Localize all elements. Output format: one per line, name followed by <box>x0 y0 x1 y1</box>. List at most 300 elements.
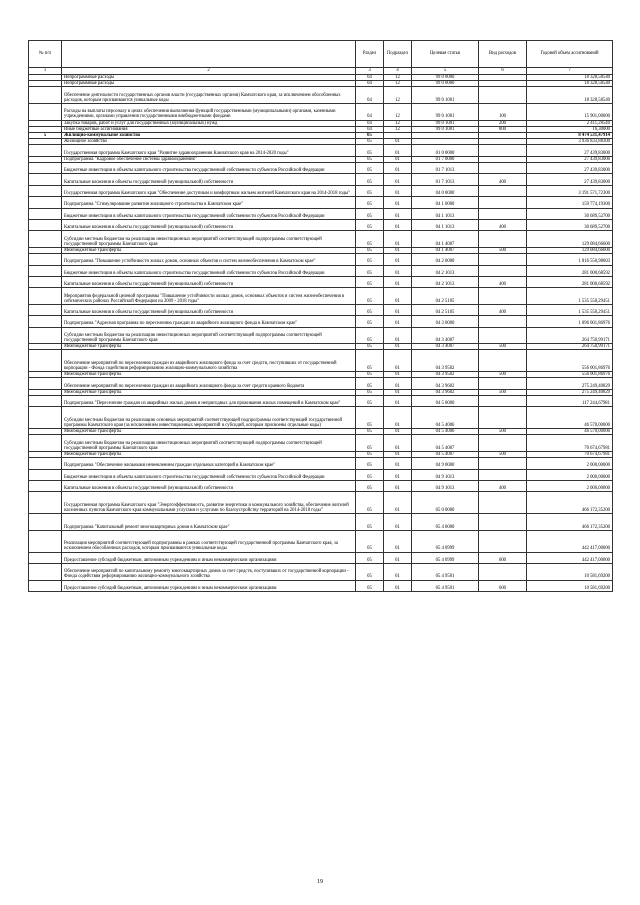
table-row <box>29 265 613 276</box>
table-row <box>29 564 613 581</box>
header-article: Целевая статья <box>412 41 479 68</box>
row-subsection: 01 <box>384 265 412 276</box>
row-num <box>29 208 62 219</box>
row-amount: 3 191 571,72300 <box>527 185 613 196</box>
row-num <box>29 407 62 429</box>
row-section: 05 <box>356 564 384 581</box>
table-row <box>29 197 613 208</box>
row-section: 05 <box>356 139 384 145</box>
row-amount: 30 689,52700 <box>527 219 613 230</box>
row-num <box>29 552 62 563</box>
row-subsection: 01 <box>384 197 412 208</box>
column-number-row <box>29 68 613 75</box>
row-expense-type <box>479 327 527 344</box>
row-subsection: 01 <box>384 327 412 344</box>
row-subsection: 01 <box>384 344 412 350</box>
row-name: Бюджетные инвестиции в объекты капитального строительства государственной собственности субъектов Российской Федерации <box>62 163 356 174</box>
row-subsection: 01 <box>384 174 412 185</box>
row-expense-type: 500 <box>479 247 527 253</box>
row-amount: 70 674,67981 <box>527 452 613 458</box>
header-subsection: Подраздел <box>384 41 412 68</box>
row-subsection: 01 <box>384 156 412 162</box>
row-section: 04 <box>356 104 384 121</box>
row-expense-type <box>479 514 527 531</box>
row-subsection: 01 <box>384 276 412 287</box>
row-article: 04 0 0000 <box>412 185 479 196</box>
table-row <box>29 481 613 492</box>
row-num <box>29 163 62 174</box>
row-article: 04 5 4007 <box>412 435 479 452</box>
row-subsection: 01 <box>384 492 412 514</box>
row-section: 05 <box>356 458 384 469</box>
row-name: Межбюджетные трансферты <box>62 389 356 395</box>
row-amount: 442 417,00000 <box>527 552 613 563</box>
row-section: 05 <box>356 304 384 315</box>
row-article: 04 1 1013 <box>412 208 479 219</box>
row-article: 04 1 4007 <box>412 247 479 253</box>
row-name: Подпрограмма "Обеспечение жильными нечеевлением граждан отдельных категорий в Камчатском крае" <box>62 458 356 469</box>
row-article: 04 3 9502 <box>412 372 479 378</box>
row-section: 05 <box>356 288 384 305</box>
row-section: 05 <box>356 435 384 452</box>
table-row <box>29 327 613 344</box>
row-article: 05 4 0999 <box>412 552 479 563</box>
row-subsection: 01 <box>384 316 412 327</box>
table-header-row <box>29 41 613 68</box>
row-section: 05 <box>356 372 384 378</box>
row-num <box>29 304 62 315</box>
row-name: Обеспечение мероприятий по переселению граждан из аварийного жилищного фонда за счет средств, поступивших от государственной корпорации - Фонда содействия реформированию жилищно-коммунального хозяйства <box>62 350 356 372</box>
row-amount: 442 417,00000 <box>527 530 613 552</box>
row-expense-type <box>479 208 527 219</box>
row-amount: 16,30000 <box>527 126 613 132</box>
row-amount: 46 570,00000 <box>527 407 613 429</box>
row-name: Капитальные вложения в объекты государственной (муниципальной) собственности <box>62 481 356 492</box>
row-name: Подпрограмма "Повышение устойчивости жилых домов, основных объектов и систем жизнеобеспечения в Камчатском крае" <box>62 254 356 265</box>
table-row <box>29 396 613 407</box>
row-subsection: 01 <box>384 288 412 305</box>
row-expense-type <box>479 492 527 514</box>
row-amount: 27 439,83000 <box>527 156 613 162</box>
row-article: 04 1 0000 <box>412 197 479 208</box>
row-article: 04 9 1013 <box>412 481 479 492</box>
table-row <box>29 163 613 174</box>
row-expense-type: 600 <box>479 552 527 563</box>
row-expense-type <box>479 265 527 276</box>
row-section: 05 <box>356 344 384 350</box>
row-subsection: 01 <box>384 185 412 196</box>
row-section: 05 <box>356 350 384 372</box>
row-article: 04 2 1013 <box>412 276 479 287</box>
row-subsection: 01 <box>384 481 412 492</box>
row-name: Подпрограмма "Переселение граждан из аварийных жилых домов и непригодных для проживания жилых помещений в Камчатском крае" <box>62 396 356 407</box>
row-num <box>29 276 62 287</box>
row-num <box>29 288 62 305</box>
row-subsection: 01 <box>384 163 412 174</box>
table-row <box>29 231 613 248</box>
row-name: Межбюджетные трансферты <box>62 372 356 378</box>
row-article: 04 5 0000 <box>412 396 479 407</box>
row-article: 99 0 1001 <box>412 87 479 104</box>
row-amount: 2 000,00000 <box>527 481 613 492</box>
row-amount: 159 774,19300 <box>527 197 613 208</box>
row-name: Подпрограмма "Адресная программа по переселению граждан из аварийного жилищного фонда в Камчатском крае" <box>62 316 356 327</box>
row-name: Бюджетные инвестиции в объекты капитального строительства государственной собственности субъектов Российской Федерации <box>62 265 356 276</box>
row-article: 05 4 9501 <box>412 564 479 581</box>
row-amount: 27 439,83000 <box>527 174 613 185</box>
row-article: 01 7 1013 <box>412 163 479 174</box>
row-amount: 264 750,99171 <box>527 344 613 350</box>
row-subsection: 01 <box>384 407 412 429</box>
row-section: 05 <box>356 514 384 531</box>
row-amount: 8 474 531,47914 <box>527 133 613 139</box>
row-num: 5 <box>29 133 62 139</box>
table-row <box>29 174 613 185</box>
row-article: 99 0 1001 <box>412 126 479 132</box>
row-name: Обеспечение мероприятий по капитальному ремонту многоквартирных домов за счет средств, поступивших от государственной корпорации - Фонда содействия реформированию жилищно-коммунального хозяйства <box>62 564 356 581</box>
row-section: 05 <box>356 530 384 552</box>
row-article: 99 0 1001 <box>412 120 479 126</box>
table-row <box>29 304 613 315</box>
row-amount: 18 328,58540 <box>527 81 613 87</box>
row-name: Подпрограмма "Капитальный ремонт многоквартирных домов в Камчатском крае" <box>62 514 356 531</box>
row-expense-type <box>479 231 527 248</box>
row-amount: 15 901,00000 <box>527 104 613 121</box>
table-row <box>29 145 613 156</box>
row-amount: 466 172,35200 <box>527 514 613 531</box>
row-num <box>29 458 62 469</box>
row-section: 05 <box>356 185 384 196</box>
table-row <box>29 492 613 514</box>
row-section: 05 <box>356 208 384 219</box>
row-name: Межбюджетные трансферты <box>62 429 356 435</box>
row-article: 99 0 0000 <box>412 81 479 87</box>
header-num: № п/п <box>29 41 62 68</box>
row-section: 05 <box>356 145 384 156</box>
row-article: 05 4 0999 <box>412 530 479 552</box>
row-subsection: 01 <box>384 231 412 248</box>
page-number: 19 <box>317 879 323 885</box>
row-article: 05 0 0000 <box>412 492 479 514</box>
row-amount: 275 249,40829 <box>527 378 613 389</box>
row-section: 05 <box>356 197 384 208</box>
row-subsection: 01 <box>384 139 412 145</box>
row-article: 01 7 1013 <box>412 174 479 185</box>
row-section: 05 <box>356 389 384 395</box>
row-subsection: 01 <box>384 514 412 531</box>
row-section: 05 <box>356 327 384 344</box>
row-article: 04 3 9602 <box>412 389 479 395</box>
colnum-1: 1 <box>29 68 62 75</box>
row-name: Капитальные вложения в объекты государственной (муниципальной) собственности <box>62 276 356 287</box>
row-expense-type: 500 <box>479 452 527 458</box>
row-section: 05 <box>356 407 384 429</box>
row-subsection: 01 <box>384 435 412 452</box>
row-expense-type <box>479 530 527 552</box>
row-name: Межбюджетные трансферты <box>62 452 356 458</box>
table-row <box>29 552 613 563</box>
row-name: Капитальные вложения в объекты государственной (муниципальной) собственности <box>62 174 356 185</box>
row-subsection: 01 <box>384 564 412 581</box>
row-num <box>29 327 62 344</box>
row-num <box>29 492 62 514</box>
colnum-5: 5 <box>412 68 479 75</box>
row-subsection: 01 <box>384 304 412 315</box>
header-expense-type: Вид расходов <box>479 41 527 68</box>
table-row <box>29 378 613 389</box>
row-article: 04 2 5105 <box>412 304 479 315</box>
row-name: Обеспечение мероприятий по переселению граждан из аварийного жилищного фонда за счет средств краевого бюджета <box>62 378 356 389</box>
colnum-4: 4 <box>384 68 412 75</box>
table-row <box>29 87 613 104</box>
row-amount: 2 000,00000 <box>527 469 613 480</box>
row-expense-type: 400 <box>479 219 527 230</box>
row-expense-type <box>479 145 527 156</box>
row-subsection: 01 <box>384 396 412 407</box>
row-name: Межбюджетные трансферты <box>62 344 356 350</box>
row-num <box>29 174 62 185</box>
row-section: 04 <box>356 75 384 81</box>
row-num <box>29 530 62 552</box>
row-article: 99 0 1001 <box>412 104 479 121</box>
row-amount: 30 689,52700 <box>527 208 613 219</box>
row-subsection: 01 <box>384 552 412 563</box>
table-body <box>29 75 613 592</box>
row-amount: 10 581,69200 <box>527 564 613 581</box>
row-expense-type <box>479 350 527 372</box>
row-expense-type: 600 <box>479 580 527 591</box>
row-article: 04 2 1013 <box>412 265 479 276</box>
row-num <box>29 87 62 104</box>
row-subsection: 01 <box>384 372 412 378</box>
row-expense-type <box>479 316 527 327</box>
row-amount: 1 816 550,98603 <box>527 254 613 265</box>
row-section: 05 <box>356 492 384 514</box>
row-amount: 18 328,58540 <box>527 75 613 81</box>
row-amount: 556 001,86976 <box>527 372 613 378</box>
row-expense-type: 400 <box>479 304 527 315</box>
table-row <box>29 435 613 452</box>
row-num <box>29 580 62 591</box>
row-name: Подпрограмма "Кадровое обеспечение системы здравоохранения" <box>62 156 356 162</box>
row-amount: 27 439,83000 <box>527 163 613 174</box>
row-subsection: 01 <box>384 378 412 389</box>
row-name: Предоставление субсидий бюджетным, автономным учреждениям и иным некоммерческим организациям <box>62 580 356 591</box>
row-name: Государственная программа Камчатского края "Энергоэффективность, развитие энергетики и коммунального хозяйства, обеспечение жителей населенных пунктов Камчатского края коммунальными услугами и услугами по благоустройству территорий на 2014-2018 годы" <box>62 492 356 514</box>
row-amount: 466 172,35200 <box>527 492 613 514</box>
row-name: Закупка товаров, работ и услуг для государственных (муниципальных) нужд <box>62 120 356 126</box>
table-row <box>29 208 613 219</box>
row-amount: 1 096 001,86976 <box>527 316 613 327</box>
table-row <box>29 350 613 372</box>
row-section: 05 <box>356 156 384 162</box>
row-amount: 129 084,66600 <box>527 231 613 248</box>
row-num <box>29 469 62 480</box>
row-section: 05 <box>356 378 384 389</box>
row-subsection: 12 <box>384 87 412 104</box>
row-article: 04 5 4007 <box>412 452 479 458</box>
row-num <box>29 145 62 156</box>
table-row <box>29 530 613 552</box>
row-amount: 18 328,58540 <box>527 87 613 104</box>
row-article: 05 4 9501 <box>412 580 479 591</box>
row-subsection: 01 <box>384 208 412 219</box>
row-section: 05 <box>356 481 384 492</box>
row-expense-type <box>479 564 527 581</box>
row-expense-type <box>479 288 527 305</box>
row-article: 04 9 0000 <box>412 458 479 469</box>
row-section: 05 <box>356 552 384 563</box>
row-subsection: 01 <box>384 145 412 156</box>
row-article: 04 3 9502 <box>412 350 479 372</box>
row-section: 05 <box>356 452 384 458</box>
table-row <box>29 458 613 469</box>
row-name: Субсидии местным бюджетам на реализацию инвестиционных мероприятий соответствующей подпрограммы соответствующей государственной программы Камчатского края <box>62 327 356 344</box>
row-amount: 10 581,69200 <box>527 580 613 591</box>
row-num <box>29 378 62 389</box>
row-subsection: 01 <box>384 530 412 552</box>
row-num <box>29 254 62 265</box>
row-num <box>29 316 62 327</box>
row-article: 04 1 4007 <box>412 231 479 248</box>
row-expense-type <box>479 197 527 208</box>
row-article: 04 3 4007 <box>412 327 479 344</box>
row-num <box>29 265 62 276</box>
row-subsection: 12 <box>384 75 412 81</box>
colnum-2: 2 <box>62 68 356 75</box>
row-name: Непрограммные расходы <box>62 75 356 81</box>
table-row <box>29 514 613 531</box>
row-subsection: 01 <box>384 469 412 480</box>
table-row <box>29 254 613 265</box>
row-section: 05 <box>356 265 384 276</box>
row-expense-type <box>479 469 527 480</box>
row-expense-type <box>479 458 527 469</box>
row-name: Подпрограмма "Стимулирование развития жилищного строительства в Камчатском крае" <box>62 197 356 208</box>
row-expense-type: 500 <box>479 429 527 435</box>
row-expense-type <box>479 163 527 174</box>
row-amount: 117 244,67981 <box>527 396 613 407</box>
row-name: Бюджетные инвестиции в объекты капитального строительства государственной собственности субъектов Российской Федерации <box>62 469 356 480</box>
row-amount: 1 535 550,29451 <box>527 304 613 315</box>
row-name: Обеспечение деятельности государственных органов власти (государственных органов) Камчатского края, за исключением обособленных расходов, которым присваиваются уникальные коды <box>62 87 356 104</box>
row-article: 04 9 1013 <box>412 469 479 480</box>
row-name: Иные бюджетные ассигнования <box>62 126 356 132</box>
row-section: 05 <box>356 396 384 407</box>
row-article: 04 3 4007 <box>412 344 479 350</box>
colnum-3: 3 <box>356 68 384 75</box>
row-subsection: 12 <box>384 126 412 132</box>
row-name: Расходы на выплаты персоналу в целях обеспечения выполнения функций государственными (муниципальными) органами, казенными учреждениями, органами управления государственными внебюджетными фондами <box>62 104 356 121</box>
row-subsection: 01 <box>384 580 412 591</box>
row-section: 05 <box>356 316 384 327</box>
row-num <box>29 350 62 372</box>
row-name: Государственная программа Камчатского края "Обеспечение доступным и комфортным жильем жителей Камчатского края на 2014-2018 годы" <box>62 185 356 196</box>
row-amount: 556 001,86976 <box>527 350 613 372</box>
row-article: 05 4 0000 <box>412 514 479 531</box>
row-article: 04 2 0000 <box>412 254 479 265</box>
row-expense-type: 100 <box>479 104 527 121</box>
row-article: 04 2 5105 <box>412 288 479 305</box>
row-name: Реализация мероприятий соответствующей подпрограммы в рамках соответствующей государственной программы Камчатского края, за исключением обособленных расходов, которым присваиваются уникальные коды <box>62 530 356 552</box>
row-name: Субсидии местным бюджетам на реализацию инвестиционных мероприятий соответствующей подпрограммы соответствующей государственной программы Камчатского края <box>62 435 356 452</box>
row-section: 05 <box>356 247 384 253</box>
row-amount: 3 936 833,88300 <box>527 139 613 145</box>
colnum-7: 7 <box>527 68 613 75</box>
row-subsection: 01 <box>384 247 412 253</box>
row-subsection: 01 <box>384 219 412 230</box>
row-article: 99 0 0000 <box>412 75 479 81</box>
row-article: 04 5 4006 <box>412 429 479 435</box>
row-name: Жилищное хозяйство <box>62 139 356 145</box>
row-num <box>29 231 62 248</box>
row-name: Жилищно-коммунальное хозяйство <box>62 133 356 139</box>
row-expense-type: 500 <box>479 344 527 350</box>
row-article: 04 3 0000 <box>412 316 479 327</box>
row-subsection: 12 <box>384 104 412 121</box>
colnum-6: 6 <box>479 68 527 75</box>
row-num <box>29 197 62 208</box>
table-row <box>29 316 613 327</box>
row-subsection: 01 <box>384 458 412 469</box>
row-subsection: 01 <box>384 389 412 395</box>
row-section: 05 <box>356 580 384 591</box>
row-expense-type <box>479 435 527 452</box>
row-expense-type: 500 <box>479 389 527 395</box>
row-amount: 129 084,66600 <box>527 247 613 253</box>
row-expense-type <box>479 396 527 407</box>
row-article: 04 5 4006 <box>412 407 479 429</box>
row-article: 04 1 1013 <box>412 219 479 230</box>
row-subsection: 01 <box>384 429 412 435</box>
row-amount: 70 674,67981 <box>527 435 613 452</box>
row-section: 05 <box>356 231 384 248</box>
row-name: Капитальные вложения в объекты государственной (муниципальной) собственности <box>62 304 356 315</box>
table-row <box>29 276 613 287</box>
header-amount: Годовой объем ассигнований <box>527 41 613 68</box>
row-name: Непрограммные расходы <box>62 81 356 87</box>
row-amount: 2 411,28540 <box>527 120 613 126</box>
row-amount: 275 249,40829 <box>527 389 613 395</box>
row-name: Государственная программа Камчатского края "Развитие здравоохранения Камчатского края на 2014-2020 годы" <box>62 145 356 156</box>
row-expense-type <box>479 407 527 429</box>
row-amount: 46 570,00000 <box>527 429 613 435</box>
row-article: 01 0 0000 <box>412 145 479 156</box>
row-subsection: 01 <box>384 350 412 372</box>
row-num <box>29 564 62 581</box>
row-expense-type: 200 <box>479 120 527 126</box>
row-name: Мероприятия федеральной целевой программы "Повышение устойчивости жилых домов, основных объектов и систем жизнеобеспечения в сейсмических районах Российской Федерации на 2009 - 2018 годы" <box>62 288 356 305</box>
row-expense-type <box>479 87 527 104</box>
header-section: Раздел <box>356 41 384 68</box>
row-num <box>29 396 62 407</box>
row-article: 04 3 9602 <box>412 378 479 389</box>
row-name: Капитальные вложения в объекты государственной (муниципальной) собственности <box>62 219 356 230</box>
row-name: Бюджетные инвестиции в объекты капитального строительства государственной собственности субъектов Российской Федерации <box>62 208 356 219</box>
row-amount: 281 000,68592 <box>527 265 613 276</box>
row-amount: 1 535 550,29451 <box>527 288 613 305</box>
row-section: 05 <box>356 254 384 265</box>
row-amount: 264 750,99171 <box>527 327 613 344</box>
row-amount: 281 000,68592 <box>527 276 613 287</box>
table-row <box>29 185 613 196</box>
table-row <box>29 580 613 591</box>
row-name: Предоставление субсидий бюджетным, автономным учреждениям и иным некоммерческим организациям <box>62 552 356 563</box>
table-row <box>29 407 613 429</box>
row-num <box>29 219 62 230</box>
row-section: 05 <box>356 429 384 435</box>
row-section: 04 <box>356 120 384 126</box>
